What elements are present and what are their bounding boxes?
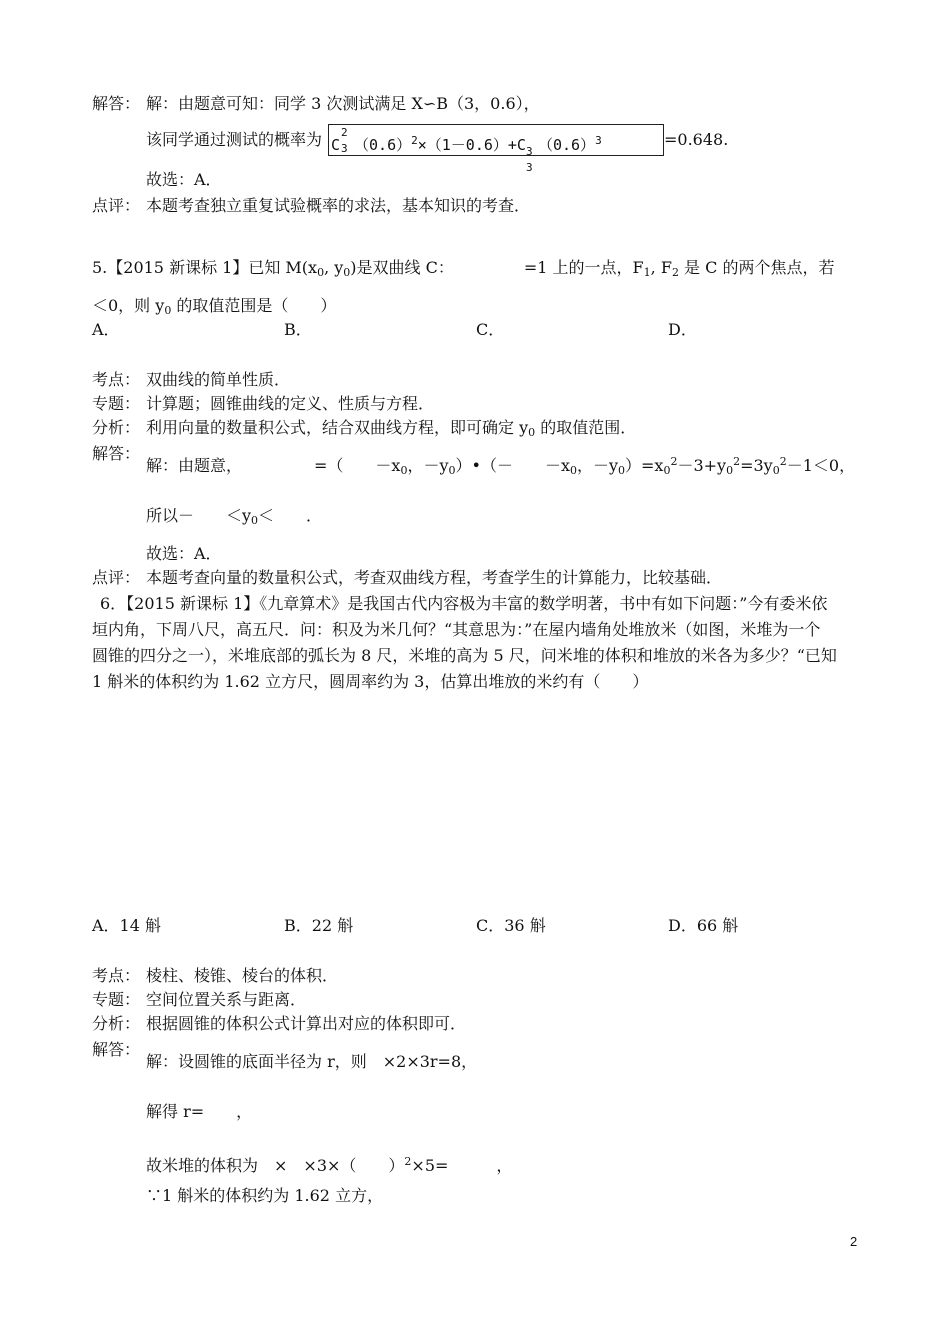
q6-option-a: A．14 斛 (92, 916, 162, 935)
q5-zhuanti: 计算题；圆锥曲线的定义、性质与方程． (146, 394, 435, 413)
q5-option-b: B． (284, 320, 312, 339)
q6-stem-line3: 圆锥的四分之一），米堆底部的弧长为 8 尺，米堆的高为 5 尺，问米堆的体积和堆放的米各为多少？“已知 (92, 646, 837, 665)
q5-option-a: A． (92, 320, 120, 339)
q6-jieda-line3: 故米堆的体积为 × ×3×（ ）$^2$×5= ， (146, 1155, 513, 1175)
q5-option-d: D． (668, 320, 697, 339)
q5-comment: 本题考查向量的数量积公式，考查双曲线方程，考查学生的计算能力，比较基础． (146, 568, 723, 587)
q5-jieda-line1: 解：由题意， =（ $-x_0$，$-y_0)•(-$ $-x_0$，$-y_0)=x_0^2-3+y_0^2=3y_0^2-1<0$， (146, 455, 856, 477)
q6-option-d: D．66 斛 (668, 916, 739, 935)
q4-answer-label: 解答： (92, 94, 141, 113)
q5-fenxi: 利用向量的数量积公式，结合双曲线方程，即可确定 $y_0$ 的取值范围． (146, 418, 637, 439)
q6-kaodian: 棱柱、棱锥、棱台的体积． (146, 966, 339, 985)
q5-jieda-line2: 所以－ $<y_0<$ ． (146, 506, 323, 527)
q6-jieda-line4: ∵1 斛米的体积约为 1.62 立方， (146, 1186, 384, 1205)
q4-comment: 本题考查独立重复试验概率的求法，基本知识的考查． (146, 196, 531, 215)
q4-comment-label: 点评： (92, 196, 141, 215)
q6-zhuanti-label: 专题： (92, 990, 141, 1009)
q5-jieda-label: 解答： (92, 444, 141, 463)
q6-fenxi-label: 分析： (92, 1014, 141, 1033)
q5-fenxi-label: 分析： (92, 418, 141, 437)
q5-choice: 故选：A． (146, 544, 222, 563)
q6-stem-line1: 6．【2015 新课标 1】《九章算术》是我国古代内容极为丰富的数学明著，书中有如下问题：”今有委米依 (100, 594, 828, 613)
q4-answer-line2-result: =0.648. (664, 130, 729, 149)
q5-stem-line1: 5.【2015 新课标 1】已知 $M(x_0$, $y_0$)是双曲线 C： =1 上的一点，$F_1$, $F_2$ 是 C 的两个焦点，若 (92, 258, 835, 279)
q4-probability-formula: C 2 3 $(0.6)^2\times(1-0.6)+C$ 3 3 $(0.6)^3$ (328, 124, 664, 156)
q6-option-c: C．36 斛 (476, 916, 546, 935)
q6-stem-line4: 1 斛米的体积约为 1.62 立方尺，圆周率约为 3，估算出堆放的米约有（ ） (92, 672, 649, 691)
q6-jieda-label: 解答： (92, 1040, 141, 1059)
q5-zhuanti-label: 专题： (92, 394, 141, 413)
q6-stem-line2: 垣内角，下周八尺，高五尺．问：积及为米几何？“其意思为：”在屋内墙角处堆放米（如图，米堆为一个 (92, 620, 821, 639)
q6-jieda-line1: 解：设圆锥的底面半径为 r，则 ×2×3r=8， (146, 1052, 478, 1071)
q5-stem-line2: ＜0，则 $y_0$ 的取值范围是（ ） (92, 296, 337, 317)
q4-answer-line1: 解：由题意可知：同学 3 次测试满足 X∽B（3，0.6）， (146, 94, 540, 113)
q5-kaodian-label: 考点： (92, 370, 141, 389)
q6-fenxi: 根据圆锥的体积公式计算出对应的体积即可． (146, 1014, 467, 1033)
q4-answer-line2-prefix: 该同学通过测试的概率为 (146, 130, 323, 149)
q5-option-c: C． (476, 320, 505, 339)
q5-comment-label: 点评： (92, 568, 141, 587)
q4-choice: 故选：A． (146, 170, 222, 189)
q6-option-b: B．22 斛 (284, 916, 354, 935)
page-number: 2 (850, 1234, 858, 1249)
q6-zhuanti: 空间位置关系与距离． (146, 990, 307, 1009)
q6-jieda-line2: 解得 r= ， (146, 1102, 253, 1121)
q6-kaodian-label: 考点： (92, 966, 141, 985)
q5-kaodian: 双曲线的简单性质． (146, 370, 291, 389)
